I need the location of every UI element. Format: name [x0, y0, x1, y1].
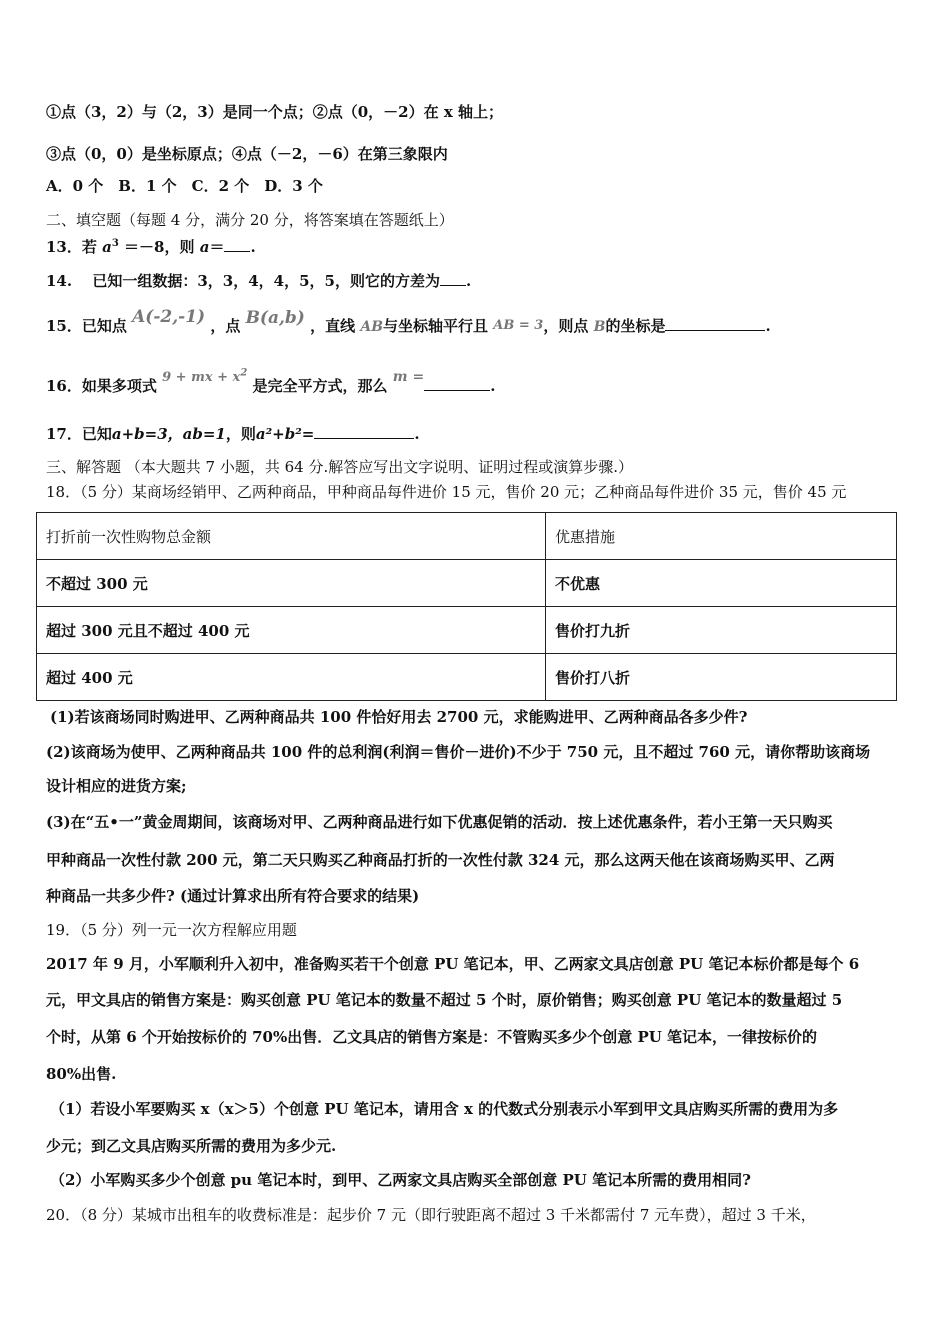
discount-table	[36, 512, 897, 701]
q18-part-3-line-2: 甲种商品一次性付款 200 元，第二天只购买乙种商品打折的一次性付款 324 元，那么这两天他在该商场购买甲、乙两	[46, 851, 835, 869]
q18-part-3-line-1: (3)在“五•一”黄金周期间，该商场对甲、乙两种商品进行如下优惠促销的活动．按上述优惠条件，若小王第一天只购买	[46, 813, 833, 831]
q15-mid2: ，直线	[310, 317, 356, 335]
q19-title: 19．（5 分）列一元一次方程解应用题	[46, 921, 297, 939]
q15-line-ab: AB	[360, 319, 384, 335]
q18-part-3-line-3: 种商品一共多少件? (通过计算求出所有符合要求的结果)	[46, 887, 420, 905]
q15-point-a: A(-2,-1)	[132, 307, 206, 327]
table-row	[37, 560, 897, 607]
question-15	[46, 307, 771, 338]
q18-part-1: (1)若该商场同时购进甲、乙两种商品共 100 件恰好用去 2700 元，求能购进甲、乙两种商品各多少件?	[50, 708, 748, 726]
q14-text: 14. 已知一组数据：3，3，4，4，5，5，则它的方差为	[46, 272, 440, 290]
q15-mid4: ，则点	[543, 317, 589, 335]
q19-sub-1-line-1: （1）若设小军要购买 x（x＞5）个创意 PU 笔记本，请用含 x 的代数式分别表示小军到甲文具店购买所需的费用为多	[50, 1100, 839, 1118]
q14-answer-blank[interactable]	[440, 270, 466, 286]
table-row	[37, 607, 897, 654]
q16-answer-blank[interactable]	[424, 375, 490, 391]
q13-answer-blank[interactable]	[224, 236, 250, 252]
table-cell: 超过 400 元	[37, 654, 546, 701]
q17-end: .	[414, 425, 420, 443]
question-16	[46, 367, 496, 398]
q16-poly-base: 9 + mx + x	[162, 370, 241, 385]
q13-eq: ＝－8，则	[124, 238, 195, 256]
q19-line-3: 个时，从第 6 个开始按标价的 70%出售．乙文具店的销售方案是：不管购买多少个创意 PU 笔记本，一律按标价的	[46, 1028, 818, 1046]
table-cell: 不超过 300 元	[37, 560, 546, 607]
question-13	[46, 236, 256, 257]
q19-line-1: 2017 年 9 月，小军顺利升入初中，准备购买若干个创意 PU 笔记本，甲、乙两家文具店创意 PU 笔记本标价都是每个 6	[46, 955, 860, 973]
q20-line-1: 20．（8 分）某城市出租车的收费标准是：起步价 7 元（即行驶距离不超过 3 千米都需付 7 元车费），超过 3 千米，	[46, 1206, 816, 1224]
q12-statement-1: ①点（3，2）与（2，3）是同一个点；②点（0，－2）在 x 轴上；	[46, 103, 504, 121]
q15-answer-blank[interactable]	[665, 315, 765, 331]
q17-ask: a²+b²=	[255, 425, 315, 443]
section3-heading: 三、解答题 （本大题共 7 小题，共 64 分.解答应写出文字说明、证明过程或演算步骤.）	[46, 458, 634, 476]
table-cell: 超过 300 元且不超过 400 元	[37, 607, 546, 654]
q13-var-a: a	[102, 238, 112, 256]
q16-end: .	[490, 377, 496, 395]
q13-exponent: 3	[111, 238, 119, 249]
q15-mid1: ，点	[210, 317, 241, 335]
q17-answer-blank[interactable]	[314, 423, 414, 439]
q18-part-2-line-2: 设计相应的进货方案;	[46, 777, 187, 795]
q15-mid3: 与坐标轴平行且	[383, 317, 489, 335]
q15-end: .	[765, 317, 771, 335]
section2-heading: 二、填空题（每题 4 分，满分 20 分，将答案填在答题纸上）	[46, 211, 454, 229]
q19-sub-1-line-2: 少元；到乙文具店购买所需的费用为多少元.	[46, 1137, 337, 1155]
q15-condition: AB = 3	[493, 318, 544, 333]
q16-mid: 是完全平方式，那么	[252, 377, 388, 395]
table-cell: 售价打八折	[546, 654, 897, 701]
q15-point-b: B(a,b)	[245, 308, 305, 328]
q17-prefix: 17．已知	[46, 425, 112, 443]
q15-prefix: 15．已知点	[46, 317, 127, 335]
q14-end: .	[465, 272, 472, 290]
q18-intro: 18．（5 分）某商场经销甲、乙两种商品，甲种商品每件进价 15 元，售价 20 元；乙种商品每件进价 35 元，售价 45 元	[46, 483, 847, 501]
table-header-row	[37, 513, 897, 560]
q16-var-m: m =	[392, 369, 425, 385]
q16-poly-exponent: 2	[240, 367, 248, 379]
q13-var-a2: a	[199, 238, 210, 256]
q16-prefix: 16．如果多项式	[46, 377, 157, 395]
question-17	[46, 423, 420, 444]
q19-line-4: 80%出售.	[46, 1065, 117, 1083]
q17-mid: ，则	[225, 425, 256, 443]
q13-prefix: 13．若	[46, 238, 97, 256]
table-header-amount: 打折前一次性购物总金额	[37, 513, 546, 560]
q17-condition: a+b=3，ab=1	[111, 425, 226, 443]
table-cell: 售价打九折	[546, 607, 897, 654]
q12-statement-2: ③点（0，0）是坐标原点；④点（－2，－6）在第三象限内	[46, 145, 448, 163]
q19-line-2: 元，甲文具店的销售方案是：购买创意 PU 笔记本的数量不超过 5 个时，原价销售；购买创意 PU 笔记本的数量超过 5	[46, 991, 843, 1009]
table-row	[37, 654, 897, 701]
question-14	[46, 270, 471, 291]
q12-options: A．0 个 B．1 个 C．2 个 D．3 个	[46, 177, 323, 195]
q16-polynomial	[162, 367, 248, 385]
table-cell: 不优惠	[546, 560, 897, 607]
q15-var-b: B	[593, 319, 606, 335]
q13-end: .	[250, 238, 256, 256]
table-header-discount: 优惠措施	[546, 513, 897, 560]
q18-part-2-line-1: (2)该商场为使甲、乙两种商品共 100 件的总利润(利润＝售价－进价)不少于 750 元，且不超过 760 元，请你帮助该商场	[46, 743, 871, 761]
q19-sub-2: （2）小军购买多少个创意 pu 笔记本时，到甲、乙两家文具店购买全部创意 PU 笔记本所需的费用相同?	[50, 1171, 751, 1189]
q13-tail: ＝	[209, 238, 225, 256]
q15-tail: 的坐标是	[605, 317, 666, 335]
